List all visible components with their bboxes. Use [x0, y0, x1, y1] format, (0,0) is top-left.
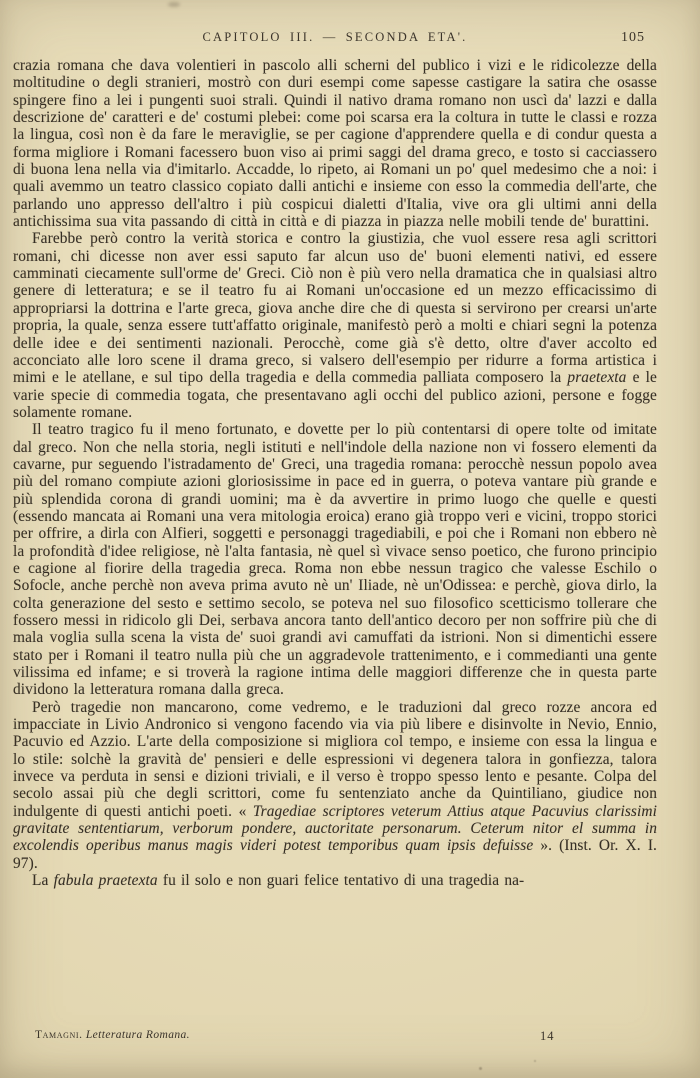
sheet-number: 14	[540, 1029, 555, 1043]
text-run: fu il solo e non guari felice tentativo di una tragedia na-	[157, 872, 525, 890]
footer-signature-line	[13, 1029, 657, 1041]
text-run: ». (Inst. Or. X. I. 97).	[13, 837, 657, 872]
text-block	[13, 57, 657, 890]
paragraph	[13, 230, 657, 421]
text-run: Però tragedie non mancarono, come vedremo, e le traduzioni dal greco rozze ancora ed impacciate in Livio Andronico si vengono facendo via via più libere e disinvolte in Nevio, Ennio, Pacuvio ed Azzio. L'arte della composizione si migliora col tempo, e insieme con essa la lingua e lo stile: solchè la gravità de' pensieri e delle espressioni vi degenera talora in gonfiezza, talora invece va perduta in sensi e dizioni triviali, e il verso è troppo spesso lento e pesante. Colpa del secolo assai più che degli scrittori, come fu sentenziato anche da Quintiliano, giudice non indulgente di questi antichi poeti. «	[13, 698, 657, 820]
footer-author: Tamagni.	[35, 1029, 83, 1041]
italic-run: Tragediae scriptores veterum Attius atque Pacuvius clarissimi gravitate sententiarum, verborum pondere, auctoritate personarum. Ceterum nitor el summa in excolendis operibus manus magis videri potest temporibus quam ipsis defuisse	[13, 802, 657, 855]
running-header	[13, 30, 657, 45]
text-run: e le varie specie di commedia togata, che presentavano agli occhi del publico azioni, persone e fogge solamente romane.	[13, 369, 657, 421]
chapter-heading: CAPITOLO III. — SECONDA ETA'.	[202, 30, 468, 44]
italic-run: fabula praetexta	[53, 872, 158, 890]
scan-speck	[479, 1067, 482, 1070]
paragraph	[13, 421, 657, 699]
scan-speck	[534, 1060, 536, 1062]
page-number: 105	[621, 30, 645, 45]
paragraph	[13, 872, 657, 889]
paragraph	[13, 699, 657, 872]
scan-speck	[168, 2, 180, 7]
paragraph	[13, 57, 657, 230]
italic-run: praetexta	[567, 369, 627, 387]
printer-signature	[35, 1029, 190, 1041]
text-run: Il teatro tragico fu il meno fortunato, e dovette per lo più contentarsi di opere tolte od imitate dal greco. Non che nella storia, negli istituti e nell'indole della nazione non vi fossero elementi da cavarne, pur seguendo l'istradamento de' Greci, una tragedia romana: perocchè nessun popolo avea più del romano compiute azioni gloriosissime in pace ed in guerra, o poteva vantare più grande e più splendida corona di grandi uomini; ma è da avvertire in primo luogo che quelle e questi (essendo mancata ai Romani una vera mitologia eroica) erano già troppo veri e vicini, troppo storici per offrire, a dirla con Alfieri, soggetti e personaggi tragediabili, e poi che i Romani non ebbero nè la profondità d'idee religiose, nè l'alta fantasia, nè quel sì vivace senso poetico, che furono principio e cagione al fiorire della tragedia greca. Roma non ebbe nessun tragico che valesse Eschilo o Sofocle, anche perchè non aveva prima avuto nè un' Iliade, nè un'Odissea: e perchè, giova dirlo, la colta generazione del sesto e settimo secolo, se poteva nel suo filosofico scetticismo tollerare che fossero messi in ridicolo gli Dei, serbava ancora tanto dell'antico decoro per non soffrire più che di mala voglia sulla scena la vista de' suoi grandi avi camuffati da istrioni. Non si dimentichi essere stato per i Romani il teatro nulla più che un aggradevole trattenimento, e i commedianti una gente vilissima ed infame; e si troverà la ragione intima delle maggiori differenze che in questa parte dividono la letteratura romana dalla greca.	[13, 421, 657, 699]
footer-work-title: Letteratura Romana.	[82, 1029, 190, 1041]
text-run: Farebbe però contro la verità storica e contro la giustizia, che vuol essere resa agli scrittori romani, chi dicesse non aver essi saputo far alcun uso de' buoni elementi nativi, ed essere camminati ciecamente sull'orme de' Greci. Ciò non è più vero nella dramatica che in qualsiasi altro genere di letteratura; e se il teatro fu ai Romani un'occasione ed un mezzo efficacissimo di appropriarsi la dottrina e l'arte greca, giova anche dire che di questa si servirono per crearsi un'arte propria, la quale, senza essere tutt'affatto originale, manifestò però a molti e chiari segni la potenza delle idee e dei sentimenti nazionali. Perocchè, come già s'è detto, oltre d'aver accolto ed acconciato alle loro scene il drama greco, si valsero dell'esempio per ridurre a forma artistica i mimi e le atellane, e sul tipo della tragedia e della commedia palliata composero la	[13, 230, 657, 387]
text-run: crazia romana che dava volentieri in pascolo alli scherni del publico i vizi e le ridicolezze della moltitudine o degli stranieri, mostrò con duri esempi come sapesse castigare la satira che osasse spingere fino a lei i pungenti suoi strali. Quindi il nativo drama romano non uscì da' lazzi e dalla descrizione de' caratteri e de' costumi plebei: come poi scarsa era la coltura in tutte le classi e rozza la lingua, così non è da fare le meraviglie, se per cagione d'apprendere quella e di condur questa a forma migliore i Romani facessero buon viso ai primi saggi del drama greco, e tosto si cacciassero di buona lena nella via d'imitarlo. Accadde, lo ripeto, ai Romani un po' quel medesimo che a noi: i quali avemmo un teatro classico copiato dalli antichi e insieme con esso la commedia dell'arte, che parlando uno appresso dell'altro i più cospicui dialetti d'Italia, vive ora gli ultimi anni della antichissima sua vita passando di città in città e di piazza in piazza nelle mobili tende de' burattini.	[13, 57, 657, 231]
text-run: La	[32, 872, 54, 890]
